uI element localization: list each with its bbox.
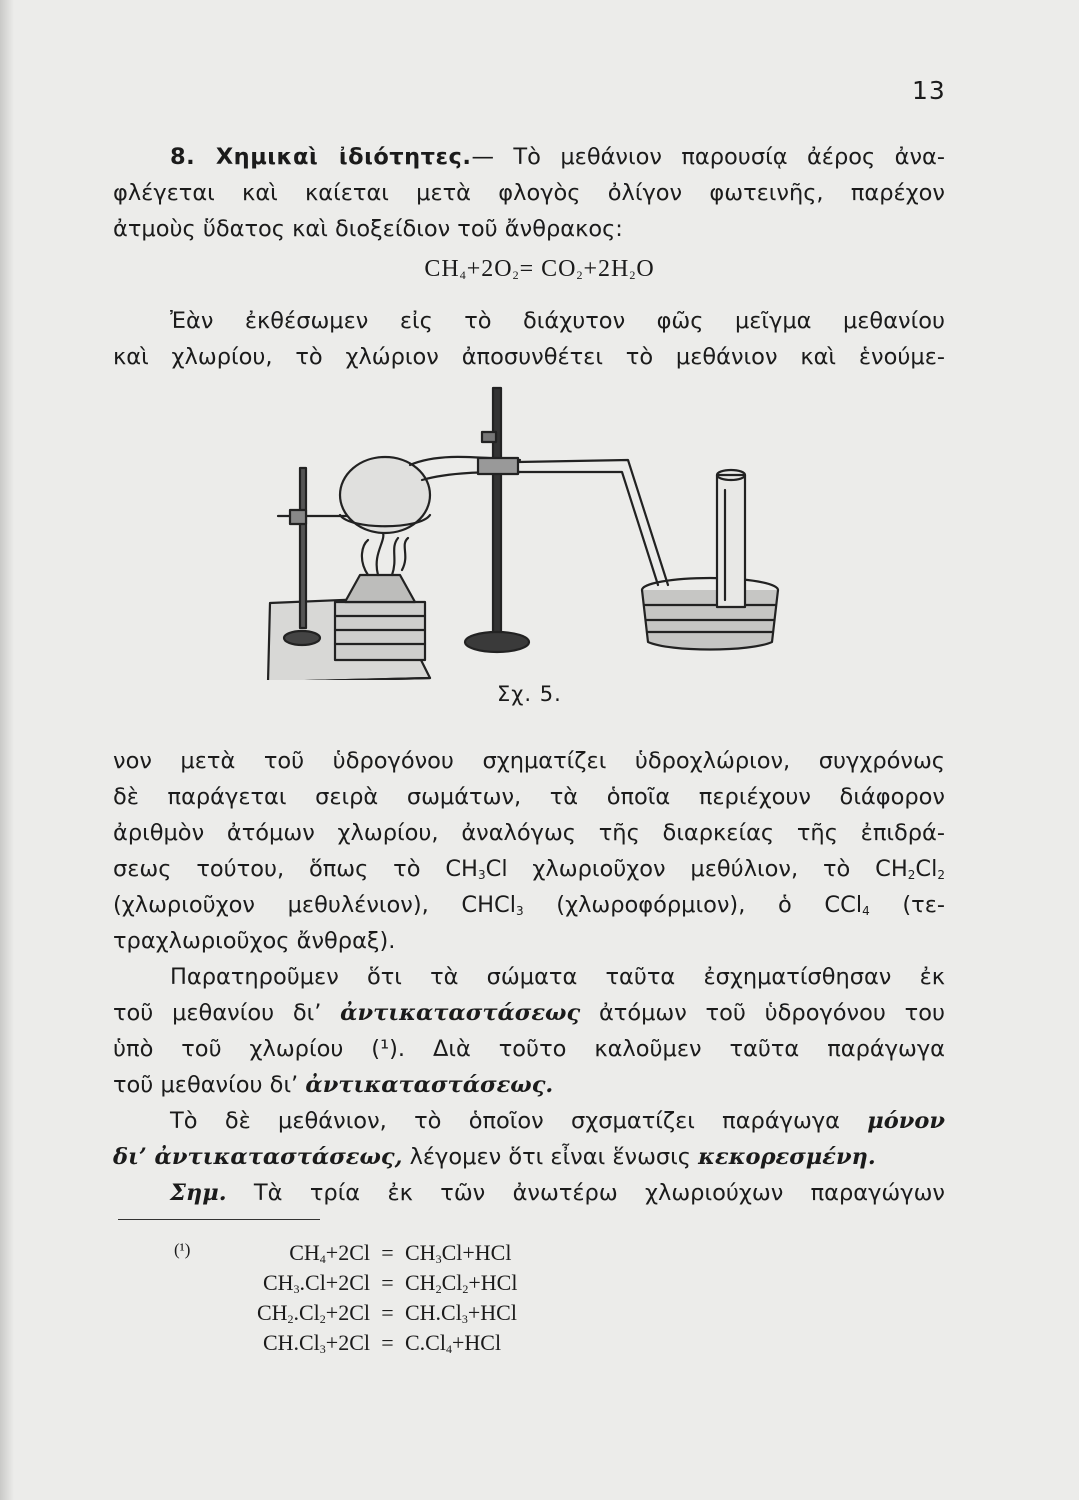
footnote-equation-2: $CH_3.Cl+2Cl = CH_2Cl_2+HCl$ bbox=[262, 1270, 518, 1296]
footnote-equation-1: $CH_4+2Cl = CH_3Cl+HCl$ bbox=[289, 1240, 512, 1266]
text-line: Ἐὰν ἐκθέσωμεν εἰς τὸ διάχυτον φῶς μεῖγμα μεθανίου bbox=[170, 308, 945, 334]
middle-stand-foot bbox=[465, 632, 529, 652]
text-line: τραχλωριοῦχος ἄνθραξ). bbox=[113, 928, 396, 954]
footnote-equation-3: $CH_2.Cl_2+2Cl = CH.Cl_3+HCl$ bbox=[256, 1300, 517, 1326]
burner bbox=[345, 575, 415, 602]
italic-term: δι’ ἀντικαταστάσεως, bbox=[113, 1144, 403, 1170]
footnote-rule bbox=[118, 1219, 320, 1220]
stand-clamp bbox=[478, 458, 518, 474]
figure-caption: Σχ. 5. bbox=[497, 682, 562, 706]
page-number: 13 bbox=[912, 76, 946, 105]
footnote-mark: (¹) bbox=[174, 1240, 191, 1259]
note-line: Σημ. Τὰ τρία ἐκ τῶν ἀνωτέρω χλωριούχων παραγώγων bbox=[170, 1180, 945, 1206]
text-line: Τὸ δὲ μεθάνιον, τὸ ὁποῖον σχσματίζει παράγωγα μόνον bbox=[170, 1108, 945, 1134]
text-line: τοῦ μεθανίου δι’ ἀντικαταστάσεως ἀτόμων τοῦ ὑδρογόνου του bbox=[113, 1000, 945, 1026]
text-line: ἀριθμὸν ἀτόμων χλωρίου, ἀναλόγως τῆς διαρκείας τῆς ἐπιδρά- bbox=[113, 820, 945, 846]
note-label: Σημ. bbox=[170, 1180, 227, 1206]
text-line: τοῦ μεθανίου δι’ ἀντικαταστάσεως. bbox=[113, 1072, 554, 1098]
italic-term: κεκορεσμένη. bbox=[698, 1144, 876, 1170]
left-stand-rod bbox=[300, 468, 306, 628]
text-line: σεως τούτου, ὅπως τὸ CH3Cl χλωριοῦχον μεθύλιον, τὸ CH2Cl2 bbox=[113, 856, 945, 882]
text-line: καὶ χλωρίου, τὸ χλώριον ἀποσυνθέτει τὸ μεθάνιον καὶ ἑνούμε- bbox=[113, 344, 945, 370]
middle-stand-rod bbox=[493, 388, 501, 640]
scan-edge-shadow bbox=[0, 0, 14, 1500]
footnote-equation-4: $CH.Cl_3+2Cl = C.Cl_4+HCl$ bbox=[262, 1330, 502, 1356]
section-heading-line bbox=[170, 142, 945, 172]
combustion-equation: $CH_4+2O_2= CO_2+2H_2O$ bbox=[424, 256, 655, 282]
gas-cylinder bbox=[717, 475, 745, 607]
text-line: — Τὸ μεθάνιον παρουσίᾳ ἀέρος ἀνα- bbox=[471, 144, 946, 170]
italic-term: ἀντικαταστάσεως. bbox=[305, 1072, 554, 1098]
flame bbox=[362, 530, 408, 575]
text-line: ἀτμοὺς ὕδατος καὶ διοξείδιον τοῦ ἄνθρακος: bbox=[113, 216, 623, 242]
section-heading: 8. Χημικαὶ ἰδιότητες. bbox=[170, 144, 472, 170]
left-stand-foot bbox=[284, 631, 320, 645]
text-line: ὑπὸ τοῦ χλωρίου (¹). Διὰ τοῦτο καλοῦμεν ταῦτα παράγωγα bbox=[113, 1036, 945, 1062]
text-line: Παρατηροῦμεν ὅτι τὰ σώματα ταῦτα ἐσχηματίσθησαν ἐκ bbox=[170, 964, 945, 990]
delivery-tube bbox=[518, 460, 668, 585]
text-line: δὲ παράγεται σειρὰ σωμάτων, τὰ ὁποῖα περιέχουν διάφορον bbox=[113, 784, 945, 810]
text-line: δι’ ἀντικαταστάσεως, λέγομεν ὅτι εἶναι ἕνωσις κεκορεσμένη. bbox=[113, 1144, 876, 1170]
text-line: νον μετὰ τοῦ ὑδρογόνου σχηματίζει ὑδροχλώριον, συγχρόνως bbox=[113, 748, 945, 774]
text-line: (χλωριοῦχον μεθυλένιον), CHCl3 (χλωροφόρμιον), ὁ CCl4 (τε- bbox=[113, 892, 945, 918]
italic-term: ἀντικαταστάσεως bbox=[340, 1000, 581, 1026]
italic-term: μόνον bbox=[867, 1108, 945, 1134]
text-line: φλέγεται καὶ καίεται μετὰ φλογὸς ὀλίγον φωτεινῆς, παρέχον bbox=[113, 180, 945, 206]
apparatus-figure bbox=[250, 380, 790, 680]
